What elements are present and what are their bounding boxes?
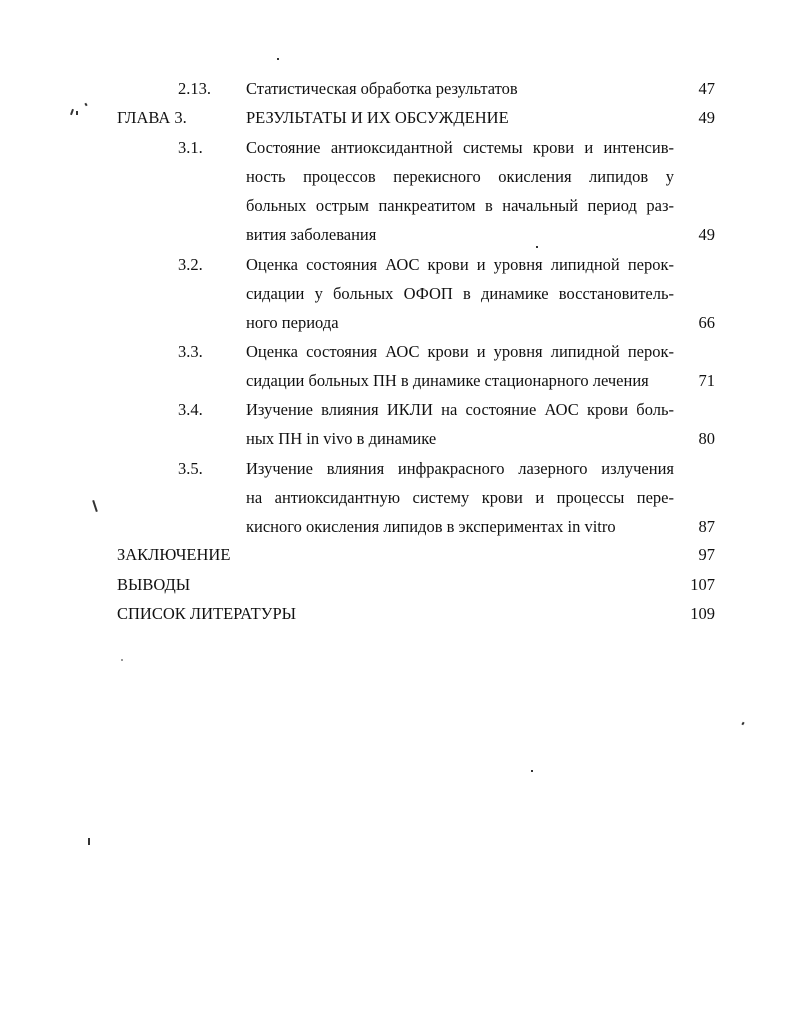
toc-page-number: 47 [698, 79, 715, 98]
findings-title: ВЫВОДЫ [117, 575, 191, 594]
scan-speck [536, 246, 538, 248]
toc-entry-line: сидации больных ПН в динамике стационарного лечения [246, 371, 649, 390]
scan-speck [277, 58, 279, 60]
toc-entry-line: больных острым панкреатитом в начальный период раз- [246, 196, 674, 215]
scan-speck [76, 111, 78, 115]
scan-speck [531, 770, 533, 772]
toc-entry-line: сидации у больных ОФОП в динамике восстановитель- [246, 284, 674, 303]
toc-entry-line: ность процессов перекисного окисления липидов у [246, 167, 674, 186]
toc-entry-line: Состояние антиоксидантной системы крови и интенсив- [246, 138, 674, 157]
toc-page-number: 80 [698, 429, 715, 448]
toc-page-number: 107 [690, 575, 715, 594]
toc-entry-line: кисного окисления липидов в экспериментах in vitro [246, 517, 616, 536]
toc-entry-line: ного периода [246, 313, 339, 332]
toc-entry-line: ных ПН in vivo в динамике [246, 429, 437, 448]
references-title: СПИСОК ЛИТЕРАТУРЫ [117, 604, 297, 623]
toc-page-number: 97 [698, 545, 715, 564]
scan-speck [741, 722, 744, 726]
toc-entry-line: Оценка состояния АОС крови и уровня липидной перок- [246, 342, 674, 361]
toc-number: 3.3. [178, 342, 203, 361]
toc-page-number: 66 [698, 313, 715, 332]
toc-number: 3.1. [178, 138, 203, 157]
scan-speck [70, 109, 74, 115]
toc-entry-line: Изучение влияния ИКЛИ на состояние АОС крови боль- [246, 400, 674, 419]
toc-entry-line: Изучение влияния инфракрасного лазерного излучения [246, 459, 674, 478]
toc-page-number: 109 [690, 604, 715, 623]
toc-number: 3.5. [178, 459, 203, 478]
toc-entry-line: вития заболевания [246, 225, 377, 244]
toc-page-number: 87 [698, 517, 715, 536]
scan-speck [92, 500, 98, 512]
scan-speck [88, 838, 90, 845]
toc-number: 3.4. [178, 400, 203, 419]
conclusion-title: ЗАКЛЮЧЕНИЕ [117, 545, 231, 564]
toc-entry-title: Статистическая обработка результатов [246, 79, 518, 98]
toc-number: 2.13. [178, 79, 211, 98]
toc-page-number: 49 [698, 108, 715, 127]
toc-page-number: 49 [698, 225, 715, 244]
toc-entry-line: на антиоксидантную систему крови и процессы пере- [246, 488, 674, 507]
toc-page-number: 71 [698, 371, 715, 390]
toc-entry-line: Оценка состояния АОС крови и уровня липидной перок- [246, 255, 674, 274]
chapter-title: РЕЗУЛЬТАТЫ И ИХ ОБСУЖДЕНИЕ [246, 108, 509, 127]
toc-number: 3.2. [178, 255, 203, 274]
scan-speck [121, 659, 123, 661]
chapter-label: ГЛАВА 3. [117, 108, 187, 127]
scan-speck [84, 103, 87, 107]
